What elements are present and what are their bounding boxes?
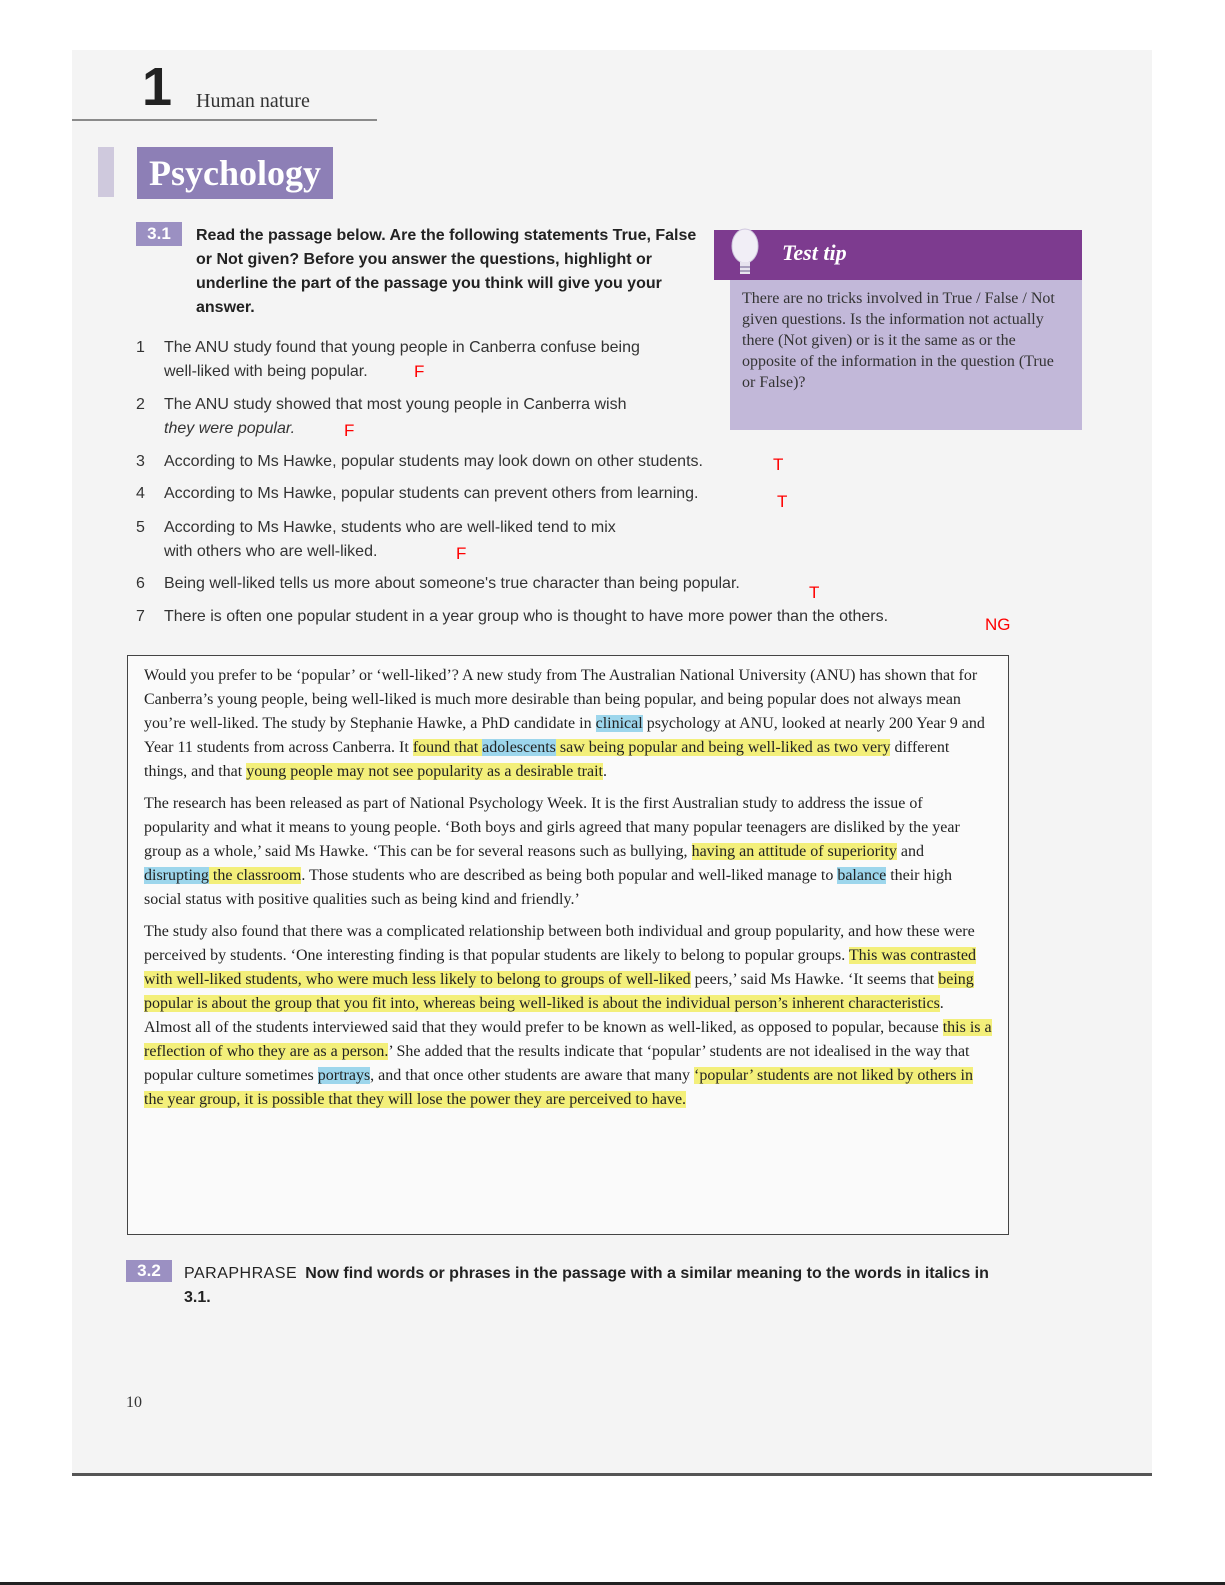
question-number: 7 [136,608,145,625]
highlight-blue: clinical [595,715,643,732]
question-text: There is often one popular student in a year group who is thought to have more power than the others. [164,608,889,625]
question-number: 3 [136,453,145,470]
lightbulb-icon [730,226,760,284]
answer-1: F [414,362,425,381]
answer-5: F [456,544,467,563]
answer-7: NG [985,615,1011,634]
passage-text: psychology at ANU, looked at nearly 200 Year 9 and Year 11 students from across Canberra. It [144,715,985,756]
passage-text: different things, and that [144,739,950,780]
exercise-badge-3-1: 3.1 [136,222,182,246]
passage-text: The research has been released as part of National Psychology Week. It is the first Australian study to address the issue of popularity and what it means to young people. ‘Both boys and girls agreed that many popular teenagers are disliked by the year group as a whole,’ said Ms Hawke. ‘This can be for several reasons such as bullying, [144,795,960,860]
passage-text: , and that once other students are aware that many [370,1067,695,1084]
test-tip-body: There are no tricks involved in True / False / Not given questions. Is the information not actually there (Not given) or is it the same as or the opposite of the information in the question (True or False)? [730,280,1082,430]
exercise-3-2-text: Now find words or phrases in the passage with a similar meaning to the words in italics in 3.1. [184,1265,989,1306]
unit-title: Human nature [196,90,310,112]
page-edge [72,1473,1152,1476]
passage-text: and [896,843,924,860]
section-title: Psychology [137,147,333,199]
question-text-line2: with others who are well-liked. [164,543,378,560]
section-accent-bar [98,147,114,197]
passage-paragraph-1 [144,664,992,784]
highlight-yellow: being popular is about the group that you fit into, whereas being well-liked is about the individual person’s inherent characteristics [144,971,974,1012]
question-text: The ANU study showed that most young people in Canberra wish [164,396,627,413]
question-number: 4 [136,485,145,502]
reading-passage [127,655,1009,1235]
question-2 [136,393,716,443]
highlight-yellow: saw being popular and being well-liked as two very [555,739,891,756]
passage-paragraph-3 [144,920,992,1112]
paraphrase-label: PARAPHRASE [184,1265,298,1282]
passage-text: peers,’ said Ms Hawke. ‘It seems that [690,971,939,988]
question-text: According to Ms Hawke, popular students may look down on other students. [164,453,703,470]
question-text-line2: well-liked with being popular. [164,363,368,380]
passage-text: ’ She added that the results indicate that ‘popular’ students are not idealised in the way that popular culture sometimes [144,1043,970,1084]
exercise-instruction: Read the passage below. Are the following statements True, False or Not given? Before you answer the questions, highlight or underline the part of the passage you think will give you your answer. [196,227,697,316]
answer-4: T [777,492,788,511]
question-number: 6 [136,575,145,592]
highlight-yellow: This was contrasted with well-liked students, who were much less likely to belong to groups of well-liked [144,947,976,988]
highlight-blue: disrupting [144,867,209,884]
question-text: The ANU study found that young people in Canberra confuse being [164,339,640,356]
highlight-blue: portrays [317,1067,371,1084]
unit-divider [72,119,377,121]
highlight-yellow: having an attitude of superiority [691,843,897,860]
question-5 [136,516,716,566]
page-number: 10 [126,1394,142,1411]
answer-2: F [344,421,355,440]
passage-text: . [603,763,607,780]
question-text: Being well-liked tells us more about someone's true character than being popular. [164,575,740,592]
passage-text: The study also found that there was a complicated relationship between both individual and group popularity, and how these were perceived by students. ‘One interesting finding is that popular students are likely to belong to popular groups. [144,923,975,964]
passage-text: their high social status with positive qualities such as being kind and friendly.’ [144,867,952,908]
passage-text: . Those students who are described as being both popular and well-liked manage to [301,867,838,884]
question-3 [136,450,776,476]
test-tip-box [714,230,1082,435]
passage-text: . Almost all of the students interviewed said that they would prefer to be known as well-liked, as opposed to popular, because [144,995,944,1036]
highlight-blue: adolescents [482,739,556,756]
highlight-yellow: young people may not see popularity as a desirable trait [246,763,603,780]
passage-paragraph-2 [144,792,992,912]
question-number: 2 [136,396,145,413]
question-text: According to Ms Hawke, students who are well-liked tend to mix [164,519,616,536]
question-number: 1 [136,339,145,356]
test-tip-title: Test tip [782,240,847,265]
highlight-yellow: this is a reflection of who they are as a person. [144,1019,992,1060]
highlight-blue: balance [837,867,887,884]
exercise-3-2-instruction [184,1262,994,1310]
question-number: 5 [136,519,145,536]
answer-6: T [809,583,820,602]
unit-number: 1 [142,57,173,117]
question-1 [136,336,716,386]
question-6 [136,572,806,598]
highlight-yellow: the classroom [208,867,302,884]
highlight-yellow: ‘popular’ students are not liked by others in the year group, it is possible that they will lose the power they are perceived to have. [144,1067,973,1108]
passage-text: Would you prefer to be ‘popular’ or ‘well-liked’? A new study from The Australian National University (ANU) has shown that for Canberra’s young people, being well-liked is much more desirable than being popular, and being popular does not always mean you’re well-liked. The study by Stephanie Hawke, a PhD candidate in [144,667,978,732]
exercise-badge-3-2: 3.2 [126,1260,172,1282]
question-4 [136,482,776,508]
question-text: According to Ms Hawke, popular students can prevent others from learning. [164,485,699,502]
test-tip-header [714,230,1082,280]
question-text-line2: they were popular. [164,420,296,437]
question-7 [136,605,976,631]
highlight-yellow: found that [412,739,483,756]
answer-3: T [773,455,784,474]
